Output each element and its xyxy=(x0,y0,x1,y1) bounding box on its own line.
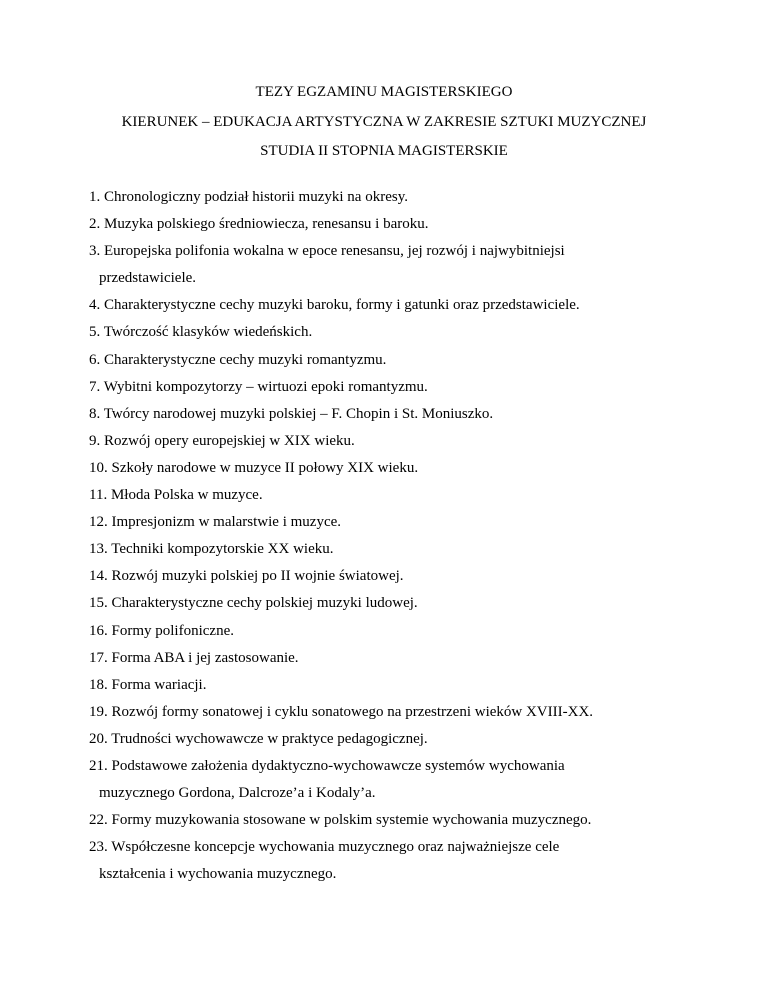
document-title: TEZY EGZAMINU MAGISTERSKIEGO xyxy=(255,84,513,100)
list-item xyxy=(89,460,729,477)
list-item xyxy=(89,297,729,314)
list-item xyxy=(89,650,729,667)
item-number: 1. xyxy=(89,189,101,205)
item-text-continuation: muzycznego Gordona, Dalcroze’a i Kodaly’a. xyxy=(99,785,376,802)
item-text: Szkoły narodowe w muzyce II połowy XIX wieku. xyxy=(111,459,419,476)
list-item xyxy=(89,812,729,829)
list-item xyxy=(89,595,729,612)
item-text: Rozwój opery europejskiej w XIX wieku. xyxy=(104,432,355,449)
document-subtitle-level: STUDIA II STOPNIA MAGISTERSKIE xyxy=(260,143,508,159)
item-text-continuation: przedstawiciele. xyxy=(99,270,197,287)
item-text: Forma wariacji. xyxy=(111,676,207,693)
item-text: Formy polifoniczne. xyxy=(111,622,234,639)
list-item xyxy=(89,243,729,287)
list-item xyxy=(89,379,729,396)
item-text: Impresjonizm w malarstwie i muzyce. xyxy=(111,514,342,531)
document-subtitle-field: KIERUNEK – EDUKACJA ARTYSTYCZNA W ZAKRESIE SZTUKI MUZYCZNEJ xyxy=(121,114,647,130)
item-text: Współczesne koncepcje wychowania muzycznego oraz najważniejsze cele xyxy=(111,839,560,856)
item-number: 18. xyxy=(89,676,108,693)
list-item xyxy=(89,514,729,531)
item-text: Europejska polifonia wokalna w epoce renesansu, jej rozwój i najwybitniejsi xyxy=(104,243,565,260)
list-item xyxy=(89,189,729,206)
item-number: 20. xyxy=(89,730,108,747)
list-item xyxy=(89,433,729,450)
item-number: 2. xyxy=(89,216,101,233)
item-number: 10. xyxy=(89,459,108,476)
item-text: Wybitni kompozytorzy – wirtuozi epoki romantyzmu. xyxy=(103,378,428,395)
list-item xyxy=(89,541,729,558)
list-item xyxy=(89,216,729,233)
item-text: Techniki kompozytorskie XX wieku. xyxy=(111,541,334,558)
item-number: 14. xyxy=(89,568,108,585)
item-text-continuation: kształcenia i wychowania muzycznego. xyxy=(99,866,337,883)
list-item xyxy=(89,406,729,423)
item-text: Chronologiczny podział historii muzyki na okresy. xyxy=(104,189,408,205)
item-text: Forma ABA i jej zastosowanie. xyxy=(111,649,299,666)
item-text: Trudności wychowawcze w praktyce pedagogicznej. xyxy=(111,730,428,747)
list-item xyxy=(89,324,729,341)
item-text: Charakterystyczne cechy polskiej muzyki ludowej. xyxy=(111,595,418,612)
item-number: 15. xyxy=(89,595,108,612)
item-number: 5. xyxy=(89,324,101,341)
item-number: 13. xyxy=(89,541,108,558)
item-text: Rozwój formy sonatowej i cyklu sonatowego na przestrzeni wieków XVIII-XX. xyxy=(111,703,594,720)
item-number: 17. xyxy=(89,649,108,666)
list-item xyxy=(89,677,729,694)
item-text: Charakterystyczne cechy muzyki romantyzmu. xyxy=(104,351,387,368)
item-text: Muzyka polskiego średniowiecza, renesansu i baroku. xyxy=(104,216,429,233)
item-number: 8. xyxy=(89,405,101,422)
item-number: 9. xyxy=(89,432,101,449)
item-text: Twórczość klasyków wiedeńskich. xyxy=(103,324,313,341)
item-text: Twórcy narodowej muzyki polskiej – F. Chopin i St. Moniuszko. xyxy=(103,405,494,422)
item-text: Formy muzykowania stosowane w polskim systemie wychowania muzycznego. xyxy=(111,812,592,829)
item-number: 21. xyxy=(89,757,108,774)
item-number: 19. xyxy=(89,703,108,720)
item-text: Młoda Polska w muzyce. xyxy=(110,487,263,504)
list-item xyxy=(89,568,729,585)
item-number: 12. xyxy=(89,514,108,531)
list-item xyxy=(89,623,729,640)
thesis-list xyxy=(89,189,729,893)
item-number: 22. xyxy=(89,812,108,829)
item-text: Charakterystyczne cechy muzyki baroku, formy i gatunki oraz przedstawiciele. xyxy=(104,297,580,314)
item-text: Rozwój muzyki polskiej po II wojnie światowej. xyxy=(111,568,404,585)
item-number: 16. xyxy=(89,622,108,639)
list-item xyxy=(89,352,729,369)
list-item xyxy=(89,839,729,883)
item-number: 3. xyxy=(89,243,101,260)
list-item xyxy=(89,704,729,721)
list-item xyxy=(89,487,729,504)
list-item xyxy=(89,758,729,802)
item-number: 23. xyxy=(89,839,108,856)
item-text: Podstawowe założenia dydaktyczno-wychowawcze systemów wychowania xyxy=(111,757,565,774)
item-number: 7. xyxy=(89,378,101,395)
list-item xyxy=(89,731,729,748)
item-number: 4. xyxy=(89,297,101,314)
item-number: 6. xyxy=(89,351,101,368)
item-number: 11. xyxy=(89,487,108,504)
